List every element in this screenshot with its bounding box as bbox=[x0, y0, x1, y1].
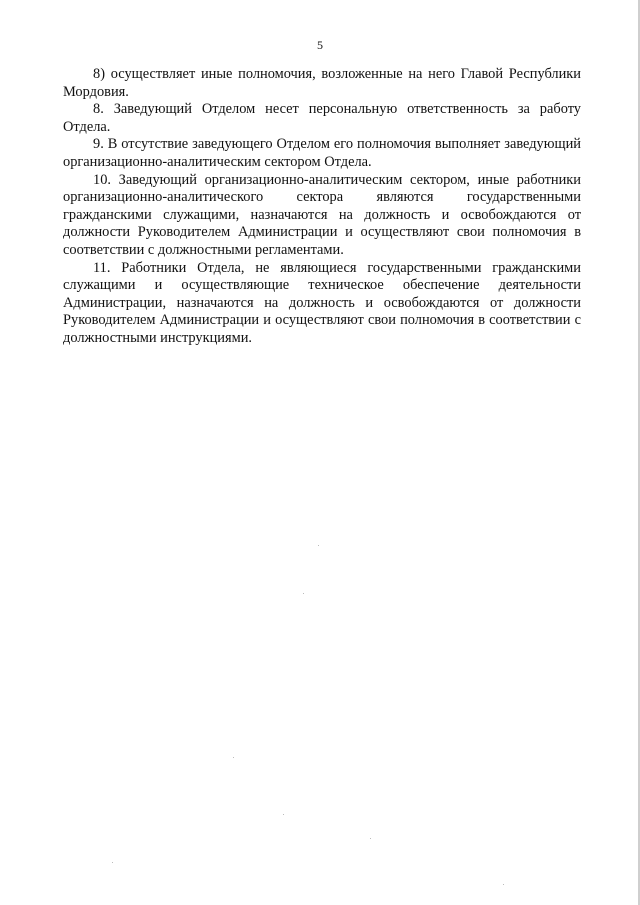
scan-speck bbox=[318, 545, 319, 546]
scan-speck bbox=[503, 884, 504, 885]
paragraph-10: 10. Заведующий организационно-аналитическим сектором, иные работники организационно-аналитического сектора являются государственными гражданскими служащими, назначаются на должность и освобождаются от должности Руководителем Администрации и осуществляют свои полномочия в соответствии с должностными регламентами. bbox=[63, 171, 581, 258]
document-body bbox=[63, 66, 581, 348]
scan-speck bbox=[112, 862, 113, 863]
paragraph-11: 11. Работники Отдела, не являющиеся государственными гражданскими служащими и осуществляющие техническое обеспечение деятельности Администрации, назначаются на должность и освобождаются от должности Руководителем Администрации и осуществляют свои полномочия в соответствии с должностными инструкциями. bbox=[63, 259, 581, 346]
paragraph-9: 9. В отсутствие заведующего Отделом его полномочия выполняет заведующий организационно-аналитическим сектором Отдела. bbox=[63, 136, 581, 170]
paragraph-item-8-subpoint: 8) осуществляет иные полномочия, возложенные на него Главой Республики Мордовия. bbox=[63, 66, 581, 100]
paragraph-8: 8. Заведующий Отделом несет персональную ответственность за работу Отдела. bbox=[63, 101, 581, 135]
scan-speck bbox=[283, 814, 284, 815]
scan-speck bbox=[303, 593, 304, 594]
scan-speck bbox=[370, 838, 371, 839]
page-number: 5 bbox=[317, 38, 323, 52]
scan-speck bbox=[233, 757, 234, 758]
